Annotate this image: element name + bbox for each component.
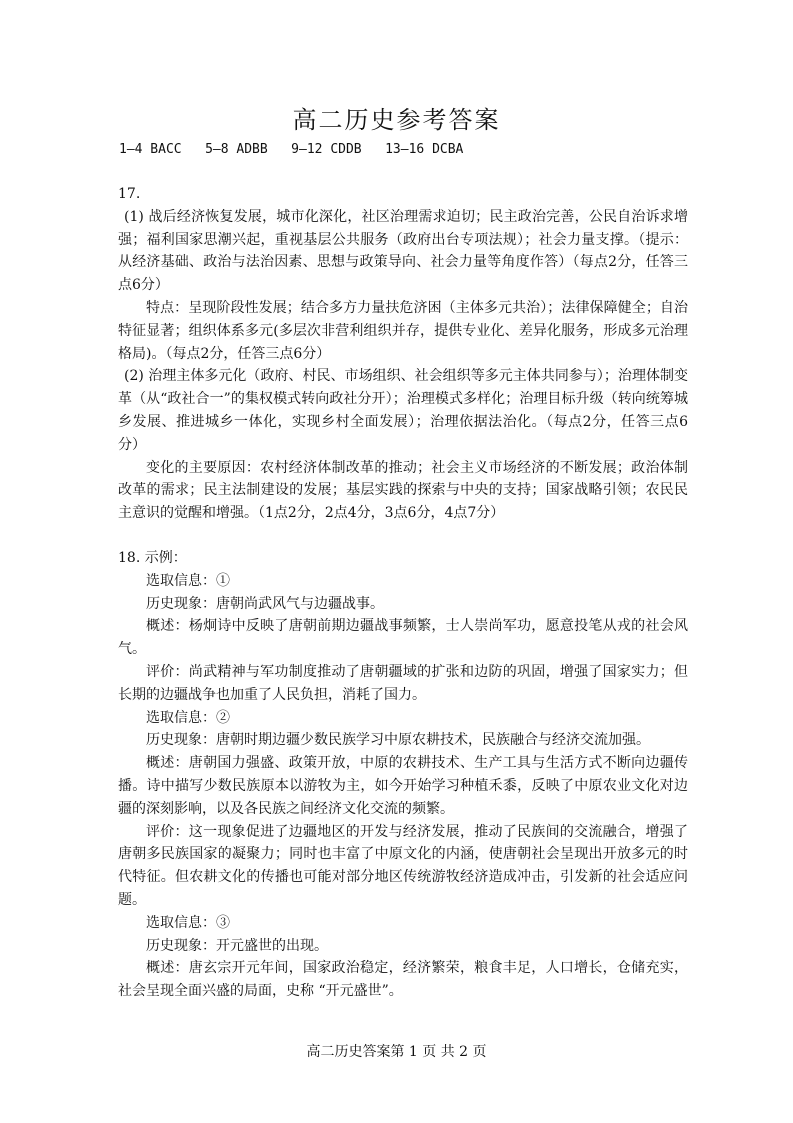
multiple-choice-answers: 1—4 BACC 5—8 ADBB 9—12 CDDB 13—16 DCBA (119, 142, 464, 157)
q17-part1-background: (1) 战后经济恢复发展，城市化深化，社区治理需求迫切；民主政治完善，公民自治诉求增强；福利国家思潮兴起，重视基层公共服务（政府出台专项法规）；社会力量支撑。（提示：从经济基础、政治与法治因素、思想与政策导向、社会力量等角度作答）（每点2分，任答三点6分） (118, 208, 688, 294)
q18-s3-summary: 概述：唐玄宗开元年间，国家政治稳定，经济繁荣，粮食丰足，人口增长，仓储充实，社会呈现全面兴盛的局面，史称 “开元盛世”。 (118, 960, 688, 1000)
page-title: 高二历史参考答案 (292, 106, 501, 134)
q18-s2-phenomenon: 历史现象：唐朝时期边疆少数民族学习中原农耕技术，民族融合与经济交流加强。 (146, 732, 650, 749)
spacer (118, 525, 688, 547)
q18-s3-info: 选取信息：③ (146, 914, 230, 931)
question-17-number: 17. (118, 186, 141, 202)
page-footer: 高二历史答案第 1 页 共 2 页 (306, 1044, 487, 1060)
answer-body (118, 183, 688, 1003)
q18-s1-info: 选取信息：① (146, 572, 230, 589)
q18-s2-evaluation: 评价：这一现象促进了边疆地区的开发与经济发展，推动了民族间的交流融合，增强了唐朝多民族国家的凝聚力；同时也丰富了中原文化的内涵，使唐朝社会呈现出开放多元的时代特征。但农耕文化的传播也可能对部分地区传统游牧经济造成冲击，引发新的社会适应问题。 (118, 823, 688, 908)
question-18-number: 18. 示例： (118, 549, 187, 566)
q18-s1-summary: 概述：杨炯诗中反映了唐朝前期边疆战事频繁，士人崇尚军功，愿意投笔从戎的社会风气。 (118, 618, 688, 658)
q17-part2-reasons: 变化的主要原因：农村经济体制改革的推动；社会主义市场经济的不断发展；政治体制改革的需求；民主法制建设的发展；基层实践的探索与中央的支持；国家战略引领；农民民主意识的觉醒和增强。（1点2分，2点4分，3点6分，4点7分） (118, 459, 688, 522)
q17-part2-changes: (2) 治理主体多元化（政府、村民、市场组织、社会组织等多元主体共同参与）；治理体制变革（从“政社合一”的集权模式转向政社分开）；治理模式多样化；治理目标升级（转向统筹城乡发展、推进城乡一体化，实现乡村全面发展）；治理依据法治化。（每点2分，任答三点6分） (118, 368, 688, 453)
q18-s2-info: 选取信息：② (146, 709, 230, 726)
q18-s2-summary: 概述：唐朝国力强盛、政策开放，中原的农耕技术、生产工具与生活方式不断向边疆传播。诗中描写少数民族原本以游牧为主，如今开始学习种植禾黍，反映了中原农业文化对边疆的深刻影响，以及各民族之间经济文化交流的频繁。 (118, 755, 688, 817)
q18-s1-evaluation: 评价：尚武精神与军功制度推动了唐朝疆域的扩张和边防的巩固，增强了国家实力；但长期的边疆战争也加重了人民负担，消耗了国力。 (118, 663, 688, 703)
q18-s1-phenomenon: 历史现象：唐朝尚武风气与边疆战事。 (146, 595, 384, 612)
q18-s3-phenomenon: 历史现象：开元盛世的出现。 (146, 937, 328, 954)
q17-part1-features: 特点：呈现阶段性发展；结合多方力量扶危济困（主体多元共治）；法律保障健全；自治特征显著；组织体系多元(多层次非营利组织并存，提供专业化、差异化服务，形成多元治理格局)。（每点2分，任答三点6分） (118, 299, 688, 362)
